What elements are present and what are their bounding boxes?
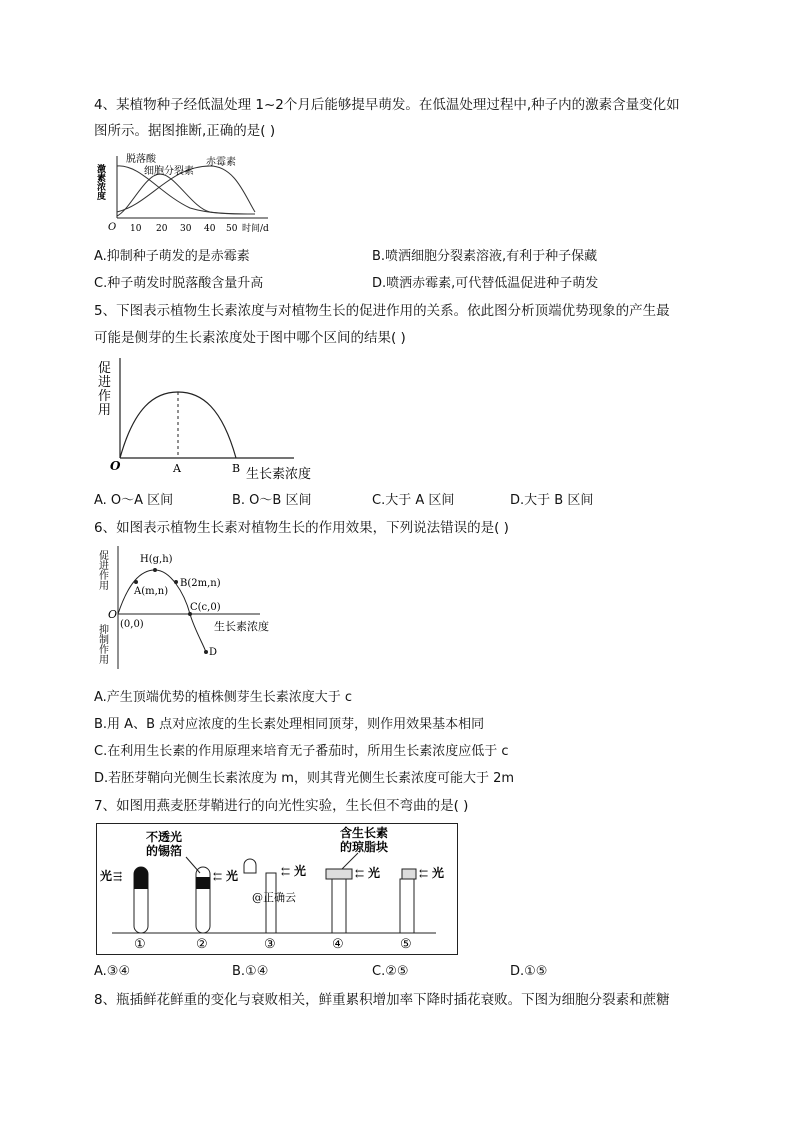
q4-xtick-10: 10 <box>130 224 142 234</box>
q6-ylabel-bottom: 抑制作用 <box>96 624 108 664</box>
q6-label-a: A(m,n) <box>134 586 169 597</box>
q7-label-agar-1: 含生长素 <box>340 826 389 840</box>
q7-label-foil-1: 不透光 <box>146 830 183 844</box>
q8-stem-line1: 8、瓶插鲜花鲜重的变化与衰败相关，鲜重累积增加率下降时插花衰败。下图为细胞分裂素和蔗糖 <box>94 992 670 1008</box>
q7-light-label-1: 光 <box>100 869 113 883</box>
q4-xlabel: 时间/d <box>242 224 269 234</box>
q7-num-2: ② <box>196 937 208 952</box>
q7-num-4: ④ <box>332 937 344 952</box>
q5-auxin-chart <box>94 358 334 483</box>
q6-xlabel: 生长素浓度 <box>214 620 269 633</box>
q4-xtick-20: 20 <box>156 224 168 234</box>
q6-label-c: C(c,0) <box>190 602 221 613</box>
q6-label-h: H(g,h) <box>140 554 173 565</box>
q6-origin-coord: (0,0) <box>120 619 144 630</box>
q4-curve-cytokinin <box>117 174 255 216</box>
q7-agar-block-5 <box>402 869 416 879</box>
q7-agar-block-4 <box>326 869 352 879</box>
q7-num-3: ③ <box>264 937 276 952</box>
q6-point-d <box>204 650 208 654</box>
q5-ylabel-1: 促 <box>98 361 112 376</box>
q4-label-abscisic: 脱落酸 <box>126 154 156 165</box>
q7-light-arrows-5: ⇇ <box>419 867 429 880</box>
q7-foil-cap-1 <box>134 867 148 889</box>
q5-option-d[interactable]: D.大于 B 区间 <box>510 493 594 508</box>
q7-coleoptile-4 <box>332 879 346 933</box>
q6-label-d: D <box>209 647 218 658</box>
q7-label-agar-2: 的琼脂块 <box>340 840 389 854</box>
q7-light-arrows-1: ⇶ <box>113 870 123 883</box>
q6-ylabel-top: 促进作用 <box>96 550 108 590</box>
q7-foil-band-2 <box>196 877 210 889</box>
q5-stem-line2: 可能是侧芽的生长素浓度处于图中哪个区间的结果( ) <box>94 330 406 346</box>
q7-coleoptile-2 <box>196 867 210 933</box>
q7-light-label-4: 光 <box>368 866 381 880</box>
q7-coleoptile-5 <box>400 879 414 933</box>
q6-option-b[interactable]: B.用 A、B 点对应浓度的生长素处理相同顶芽，则作用效果基本相同 <box>94 717 485 732</box>
q4-xtick-40: 40 <box>204 224 216 234</box>
q4-xtick-50: 50 <box>226 224 238 234</box>
q4-option-a[interactable]: A.抑制种子萌发的是赤霉素 <box>94 249 250 264</box>
q6-point-b <box>174 580 178 584</box>
q4-stem-line1: 4、某植物种子经低温处理 1~2个月后能够提早萌发。在低温处理过程中,种子内的激素含量变化如 <box>94 97 680 113</box>
q7-coleoptile-figure <box>96 823 458 955</box>
q4-ylabel: 激素浓度 <box>95 164 105 200</box>
q5-origin: O <box>110 459 121 473</box>
q4-option-d[interactable]: D.喷洒赤霉素,可代替低温促进种子萌发 <box>372 276 599 291</box>
q7-light-label-3: 光 <box>294 864 307 878</box>
q6-option-d[interactable]: D.若胚芽鞘向光侧生长素浓度为 m，则其背光侧生长素浓度可能大于 2m <box>94 771 515 786</box>
q5-point-a: A <box>173 462 181 475</box>
q5-option-a[interactable]: A. O～A 区间 <box>94 493 174 508</box>
q5-ylabel-4: 用 <box>98 403 112 418</box>
q7-option-c[interactable]: C.②⑤ <box>372 964 409 979</box>
q7-light-label-5: 光 <box>432 866 445 880</box>
q7-watermark: @正确云 <box>252 891 296 904</box>
q4-option-b[interactable]: B.喷洒细胞分裂素溶液,有利于种子保藏 <box>372 249 598 264</box>
q4-origin: O <box>108 222 117 233</box>
q7-label-foil-2: 的锡箔 <box>146 844 183 858</box>
q6-auxin-effect-chart <box>96 544 300 674</box>
q6-stem: 6、如图表示植物生长素对植物生长的作用效果，下列说法错误的是( ) <box>94 520 509 536</box>
q4-option-c[interactable]: C.种子萌发时脱落酸含量升高 <box>94 276 264 291</box>
q7-num-1: ① <box>134 937 146 952</box>
q4-stem-line2: 图所示。据图推断,正确的是( ) <box>94 123 276 139</box>
q7-option-d[interactable]: D.①⑤ <box>510 964 548 979</box>
q4-label-gibberellin: 赤霉素 <box>206 157 236 168</box>
q7-light-arrows-4: ⇇ <box>355 867 365 880</box>
q7-option-b[interactable]: B.①④ <box>232 964 269 979</box>
q5-ylabel-3: 作 <box>98 389 112 404</box>
q6-option-c[interactable]: C.在利用生长素的作用原理来培育无子番茄时，所用生长素浓度应低于 c <box>94 744 509 759</box>
q7-option-a[interactable]: A.③④ <box>94 964 131 979</box>
q5-xlabel: 生长素浓度 <box>246 467 312 482</box>
q7-num-5: ⑤ <box>400 937 412 952</box>
q5-ylabel-2: 进 <box>98 375 112 390</box>
q6-label-b: B(2m,n) <box>180 578 221 589</box>
q5-option-b[interactable]: B. O～B 区间 <box>232 493 312 508</box>
q6-point-a <box>134 580 138 584</box>
q7-light-arrows-3: ⇇ <box>281 865 291 878</box>
q4-hormone-chart <box>95 152 290 242</box>
q6-point-h <box>153 568 157 572</box>
q7-tip-3 <box>244 859 256 873</box>
q7-stem: 7、如图用燕麦胚芽鞘进行的向光性实验，生长但不弯曲的是( ) <box>94 798 469 814</box>
q5-stem-line1: 5、下图表示植物生长素浓度与对植物生长的促进作用的关系。依此图分析顶端优势现象的产生最 <box>94 303 670 319</box>
q7-light-label-2: 光 <box>226 869 239 883</box>
q6-option-a[interactable]: A.产生顶端优势的植株侧芽生长素浓度大于 c <box>94 690 353 705</box>
q4-label-cytokinin: 细胞分裂素 <box>144 166 194 177</box>
q7-light-arrows-2: ⇇ <box>213 870 223 883</box>
q6-origin: O <box>108 608 118 621</box>
q4-xtick-30: 30 <box>180 224 192 234</box>
q5-option-c[interactable]: C.大于 A 区间 <box>372 493 455 508</box>
q5-point-b: B <box>232 462 241 475</box>
